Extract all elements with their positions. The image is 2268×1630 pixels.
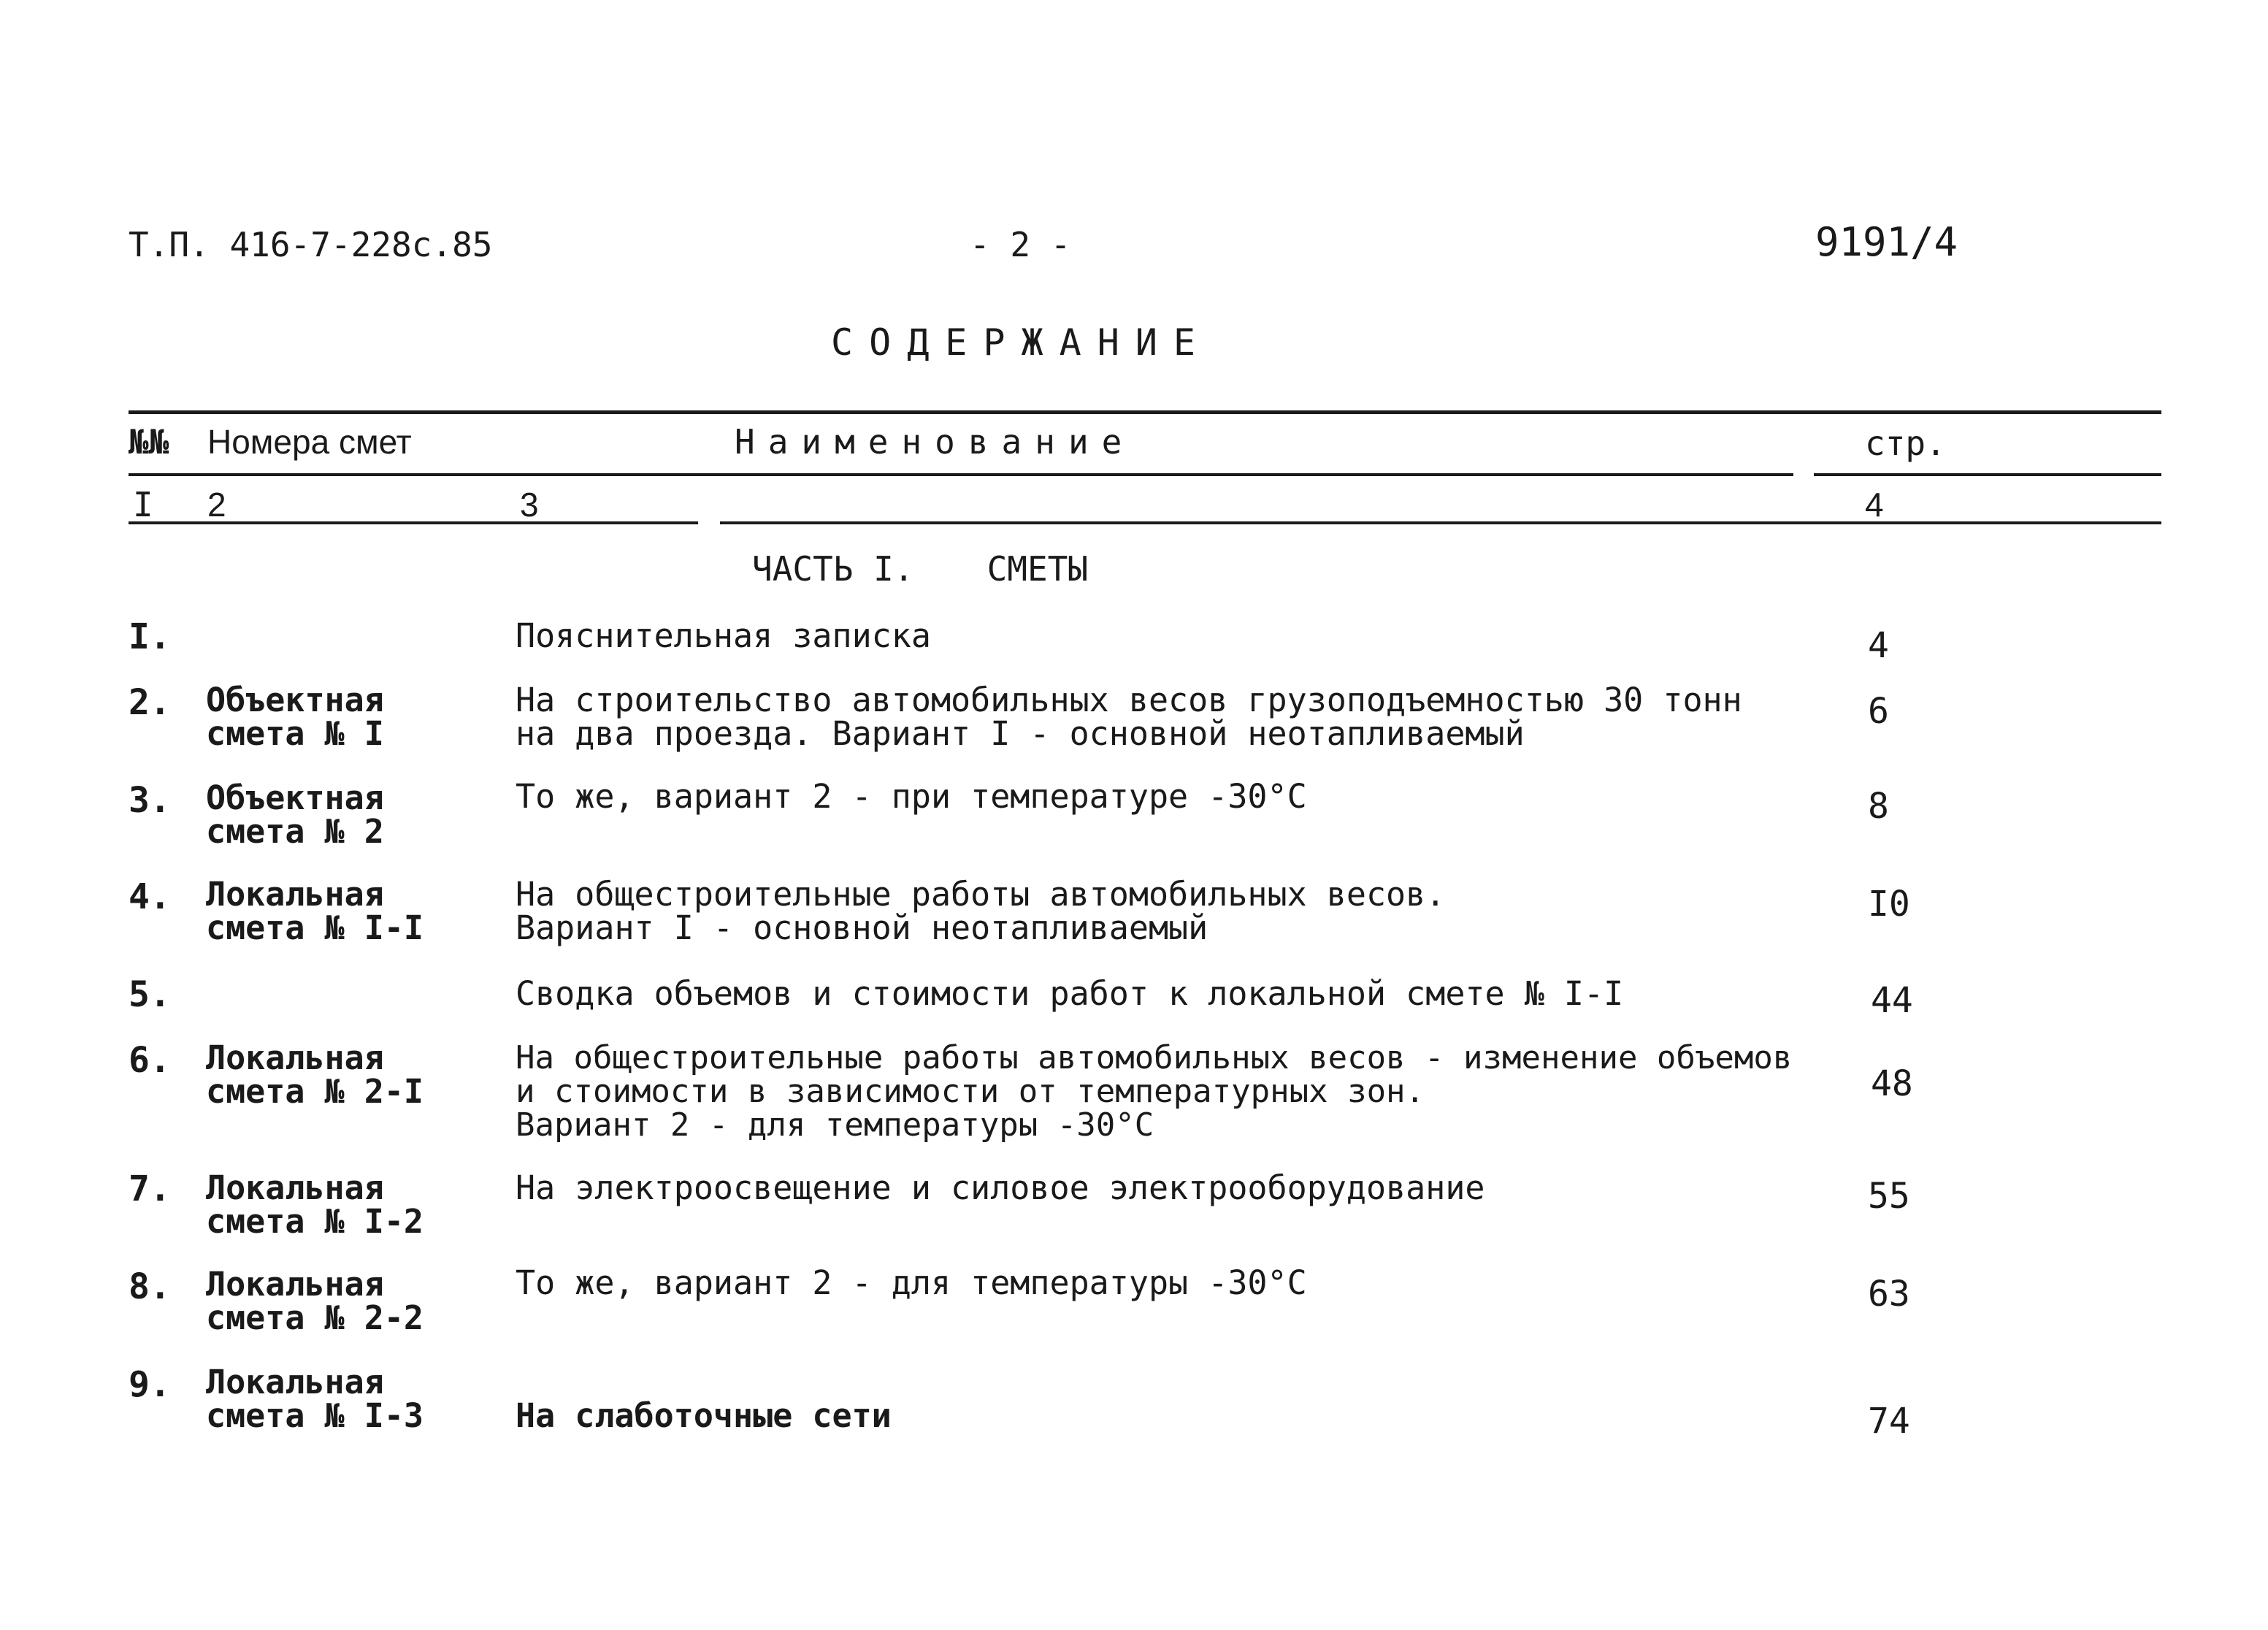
column-index-3: 3 [520, 486, 539, 524]
row-page: 6 [1868, 691, 1889, 732]
row-estimate: Локальная смета № I-I [206, 875, 424, 947]
row-number: I. [129, 616, 171, 657]
column-index-1: I [133, 485, 153, 524]
row-estimate: Локальная смета № I-3 [206, 1363, 424, 1435]
row-name: На электроосвещение и силовое электрооборудование [516, 1168, 1485, 1207]
column-estimate-header: Номера смет [207, 423, 412, 461]
row-page: 55 [1868, 1176, 1910, 1217]
row-number: 5. [129, 974, 171, 1015]
index-rule-right [720, 521, 2161, 524]
row-name: На слаботочные сети [516, 1396, 892, 1435]
row-estimate: Объектная смета № I [206, 681, 384, 753]
row-number: 2. [129, 682, 171, 723]
row-page: 74 [1868, 1401, 1910, 1442]
row-name: На общестроительные работы автомобильных весов. Вариант I - основной неотапливаемый [516, 875, 1446, 947]
row-estimate: Локальная смета № I-2 [206, 1168, 424, 1241]
row-estimate: Локальная смета № 2-2 [206, 1265, 424, 1337]
row-page: 4 [1868, 625, 1889, 666]
row-estimate: Объектная смета № 2 [206, 778, 384, 851]
part-name: СМЕТЫ [986, 549, 1089, 589]
row-name: На общестроительные работы автомобильных весов - изменение объемов и стоимости в зависимости от температурных зон. Вариант 2 - для температуры -30°С [516, 1039, 1793, 1144]
row-page: 48 [1871, 1063, 1913, 1104]
archive-number: 9191/4 [1815, 219, 1958, 265]
row-page: 63 [1868, 1274, 1910, 1315]
row-name: Пояснительная записка [516, 616, 931, 655]
part-label: ЧАСТЬ I. [752, 549, 914, 589]
page-title: СОДЕРЖАНИЕ [831, 321, 1212, 364]
column-name-header: Наименование [735, 422, 1135, 462]
row-page: 8 [1868, 786, 1889, 827]
row-number: 8. [129, 1266, 171, 1307]
column-index-4: 4 [1865, 486, 1884, 524]
row-number: 3. [129, 780, 171, 821]
page-number: - 2 - [970, 225, 1071, 264]
row-number: 6. [129, 1040, 171, 1081]
row-page: 44 [1871, 980, 1913, 1021]
row-number: 7. [129, 1168, 171, 1209]
row-page: I0 [1868, 884, 1910, 925]
row-name: Сводка объемов и стоимости работ к локальной смете № I-I [516, 974, 1624, 1013]
column-number-header: №№ [129, 422, 169, 462]
column-page-header: стр. [1865, 424, 1946, 463]
row-name: То же, вариант 2 - при температуре -30°С [516, 777, 1307, 816]
row-name: На строительство автомобильных весов грузоподъемностью 30 тонн на два проезда. Вариант I - основной неотапливаемый [516, 681, 1742, 753]
row-name: То же, вариант 2 - для температуры -30°С [516, 1263, 1307, 1302]
header-rule-left [129, 473, 1793, 476]
header-rule-right [1814, 473, 2161, 476]
row-estimate: Локальная смета № 2-I [206, 1038, 424, 1111]
row-number: 4. [129, 876, 171, 917]
part-heading [752, 549, 1088, 589]
table-top-rule [129, 410, 2161, 414]
document-code: Т.П. 416-7-228с.85 [129, 225, 493, 264]
row-number: 9. [129, 1364, 171, 1405]
column-index-2: 2 [207, 486, 226, 524]
